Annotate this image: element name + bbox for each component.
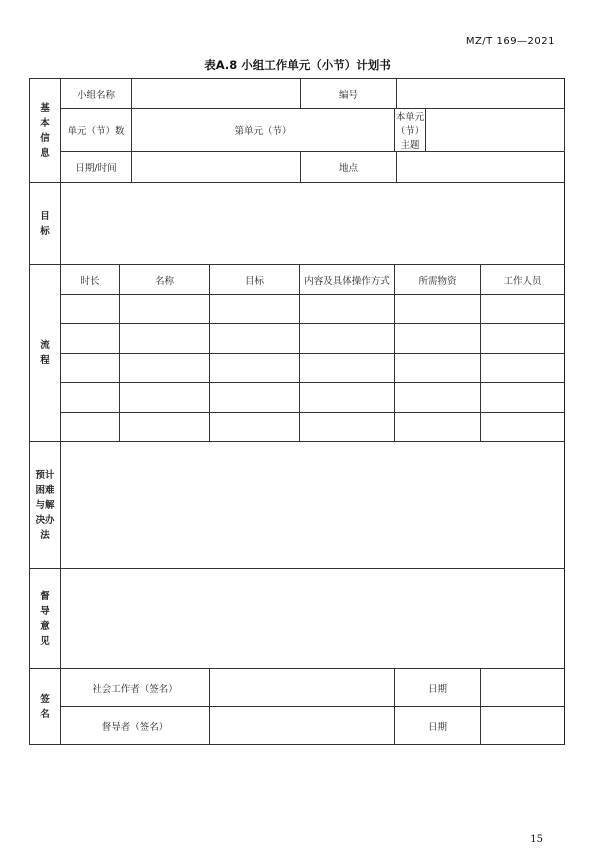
- process-cell[interactable]: [61, 383, 120, 413]
- process-cell[interactable]: [481, 413, 565, 442]
- number-field[interactable]: [397, 79, 565, 109]
- process-cell[interactable]: [210, 354, 300, 383]
- column-header-content: 内容及具体操作方式: [300, 265, 395, 295]
- group-name-field[interactable]: [132, 79, 301, 109]
- process-cell[interactable]: [300, 354, 395, 383]
- process-cell[interactable]: [120, 295, 210, 324]
- process-cell[interactable]: [481, 295, 565, 324]
- supervisor-signature-field[interactable]: [210, 707, 395, 745]
- date-label-1: 日期: [395, 669, 481, 707]
- process-cell[interactable]: [481, 354, 565, 383]
- column-header-staff: 工作人员: [481, 265, 565, 295]
- process-cell[interactable]: [61, 295, 120, 324]
- column-header-name: 名称: [120, 265, 210, 295]
- group-name-label: 小组名称: [61, 79, 132, 109]
- unit-theme-label: 本单元（节）主题: [395, 109, 426, 152]
- process-cell[interactable]: [210, 413, 300, 442]
- process-cell[interactable]: [395, 383, 481, 413]
- location-label: 地点: [301, 152, 397, 183]
- location-field[interactable]: [397, 152, 565, 183]
- process-cell[interactable]: [61, 324, 120, 354]
- process-cell[interactable]: [210, 295, 300, 324]
- table-row: [30, 383, 565, 413]
- section-goal: 目标: [30, 183, 61, 265]
- section-signature: 签名: [30, 669, 61, 745]
- process-cell[interactable]: [210, 324, 300, 354]
- plan-form-table: [29, 78, 565, 745]
- date-label-2: 日期: [395, 707, 481, 745]
- datetime-field[interactable]: [132, 152, 301, 183]
- number-label: 编号: [301, 79, 397, 109]
- process-cell[interactable]: [395, 354, 481, 383]
- date-field-2[interactable]: [481, 707, 565, 745]
- process-cell[interactable]: [481, 383, 565, 413]
- column-header-materials: 所需物资: [395, 265, 481, 295]
- supervisor-label: 督导者（签名）: [61, 707, 210, 745]
- process-cell[interactable]: [300, 413, 395, 442]
- process-cell[interactable]: [481, 324, 565, 354]
- process-cell[interactable]: [120, 324, 210, 354]
- section-basic-info: 基本信息: [30, 79, 61, 183]
- process-cell[interactable]: [395, 324, 481, 354]
- standard-code: MZ/T 169—2021: [465, 36, 555, 47]
- difficulty-field[interactable]: [61, 442, 565, 569]
- process-cell[interactable]: [300, 383, 395, 413]
- process-cell[interactable]: [210, 383, 300, 413]
- social-worker-label: 社会工作者（签名）: [61, 669, 210, 707]
- process-cell[interactable]: [61, 354, 120, 383]
- process-cell[interactable]: [300, 324, 395, 354]
- social-worker-signature-field[interactable]: [210, 669, 395, 707]
- unit-theme-field[interactable]: [426, 109, 565, 152]
- datetime-label: 日期/时间: [61, 152, 132, 183]
- section-difficulty: 预计困难与解决办法: [30, 442, 61, 569]
- goal-field[interactable]: [61, 183, 565, 265]
- process-cell[interactable]: [120, 413, 210, 442]
- process-cell[interactable]: [61, 413, 120, 442]
- table-row: [30, 354, 565, 383]
- table-row: [30, 324, 565, 354]
- table-row: [30, 295, 565, 324]
- section-process: 流程: [30, 265, 61, 442]
- supervision-field[interactable]: [61, 569, 565, 669]
- unit-count-label: 单元（节）数: [61, 109, 132, 152]
- column-header-duration: 时长: [61, 265, 120, 295]
- process-cell[interactable]: [395, 295, 481, 324]
- column-header-goal: 目标: [210, 265, 300, 295]
- section-supervision: 督导意见: [30, 569, 61, 669]
- date-field-1[interactable]: [481, 669, 565, 707]
- table-row: [30, 413, 565, 442]
- process-cell[interactable]: [120, 354, 210, 383]
- page-number: 15: [530, 834, 543, 845]
- process-cell[interactable]: [120, 383, 210, 413]
- nth-unit-label: 第单元（节）: [132, 109, 395, 152]
- process-cell[interactable]: [395, 413, 481, 442]
- process-cell[interactable]: [300, 295, 395, 324]
- table-title: 表A.8 小组工作单元（小节）计划书: [204, 58, 391, 72]
